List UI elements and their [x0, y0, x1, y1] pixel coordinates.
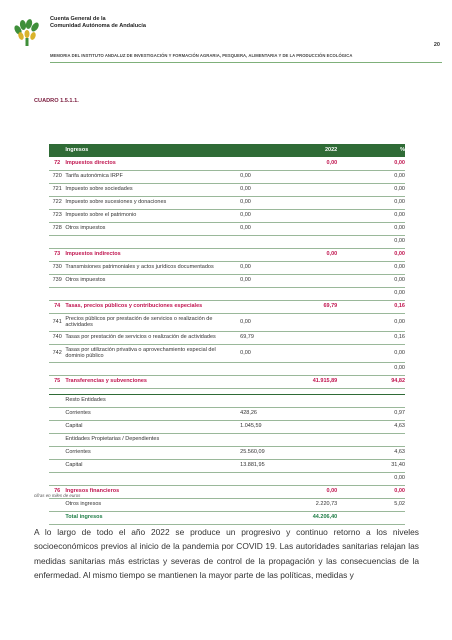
row-value-total	[287, 183, 337, 196]
table-row	[49, 313, 405, 331]
row-code: 74	[49, 300, 65, 313]
table-row	[49, 459, 405, 472]
row-code: 72	[49, 157, 65, 170]
org-line-2: Comunidad Autónoma de Andalucía	[50, 23, 146, 29]
row-concept: Corrientes	[65, 407, 236, 420]
row-value-total: 41.915,89	[287, 375, 337, 388]
row-value-detail: 0,00	[236, 196, 287, 209]
row-value-total	[287, 261, 337, 274]
row-percent: 0,00	[337, 248, 405, 261]
row-concept	[65, 287, 236, 300]
row-value-total	[287, 420, 337, 433]
document-subtitle: MEMORIA DEL INSTITUTO ANDALUZ DE INVESTIGACIÓN Y FORMACIÓN AGRARIA, PESQUERA, ALIMENTARIA Y DE LA PRODUCCIÓN ECOLÓGICA	[50, 53, 353, 58]
row-value-total	[287, 313, 337, 331]
row-percent: 0,00	[337, 485, 405, 498]
row-value-detail: 1.045,59	[236, 420, 287, 433]
row-value-detail: 0,00	[236, 209, 287, 222]
table-row	[49, 362, 405, 375]
row-percent	[337, 433, 405, 446]
row-code	[49, 287, 65, 300]
row-value-detail: 0,00	[236, 274, 287, 287]
row-code: 730	[49, 261, 65, 274]
row-concept: Transferencias y subvenciones	[65, 375, 236, 388]
income-table	[49, 144, 405, 525]
table-row	[49, 274, 405, 287]
row-value-detail	[236, 300, 287, 313]
row-concept: Capital	[65, 420, 236, 433]
row-concept: Impuestos directos	[65, 157, 236, 170]
row-value-detail: 0,00	[236, 183, 287, 196]
row-concept: Tarifa autonómica IRPF	[65, 170, 236, 183]
row-value-detail: 0,00	[236, 344, 287, 362]
row-value-total	[287, 362, 337, 375]
row-value-detail: 0,00	[236, 222, 287, 235]
row-value-total	[287, 196, 337, 209]
body-paragraph: A lo largo de todo el año 2022 se produce un progresivo y continuo retorno a los niveles socioeconómicos previos al inicio de la pandemia por COVID 19. Las autoridades sanitarias relajan las medidas sanitarias más estrictas y severas de control de la propagación y las consecuencias de la enfermedad. Al mismo tiempo se mantienen la mayor parte de las políticas, medidas y	[34, 527, 419, 581]
row-value-total	[287, 331, 337, 344]
row-value-total	[287, 287, 337, 300]
row-percent	[337, 394, 405, 407]
row-value-total	[287, 407, 337, 420]
row-value-detail	[236, 472, 287, 485]
row-value-total	[287, 235, 337, 248]
table-row	[49, 235, 405, 248]
row-code: 728	[49, 222, 65, 235]
row-percent: 0,16	[337, 300, 405, 313]
row-percent: 0,00	[337, 274, 405, 287]
table-row	[49, 344, 405, 362]
table-row	[49, 472, 405, 485]
row-code	[49, 235, 65, 248]
row-concept: Otros ingresos	[65, 498, 236, 511]
row-concept: Total ingresos	[65, 511, 236, 524]
row-concept: Tasas, precios públicos y contribuciones especiales	[65, 300, 236, 313]
table-row	[49, 485, 405, 498]
row-code	[49, 459, 65, 472]
row-code: 740	[49, 331, 65, 344]
row-value-detail	[236, 511, 287, 524]
row-concept: Ingresos financieros	[65, 485, 236, 498]
units-note: cifras en miles de euros	[34, 493, 81, 498]
row-concept: Impuesto sobre sucesiones y donaciones	[65, 196, 236, 209]
row-value-total: 0,00	[287, 248, 337, 261]
row-concept	[65, 362, 236, 375]
row-percent: 0,00	[337, 362, 405, 375]
row-code	[49, 511, 65, 524]
header-year: 2022	[287, 144, 337, 157]
row-code: 721	[49, 183, 65, 196]
row-value-total	[287, 274, 337, 287]
row-concept: Transmisiones patrimoniales y actos jurídicos documentados	[65, 261, 236, 274]
row-concept	[65, 235, 236, 248]
header-divider	[50, 62, 442, 63]
row-value-detail: 428,26	[236, 407, 287, 420]
row-percent: 0,00	[337, 235, 405, 248]
row-value-total: 2.220,73	[287, 498, 337, 511]
row-value-detail: 0,00	[236, 313, 287, 331]
row-percent	[337, 511, 405, 524]
table-row	[49, 209, 405, 222]
table-row	[49, 196, 405, 209]
row-percent: 31,40	[337, 459, 405, 472]
row-concept	[65, 472, 236, 485]
row-code: 739	[49, 274, 65, 287]
table-row	[49, 222, 405, 235]
row-concept: Corrientes	[65, 446, 236, 459]
table-row	[49, 261, 405, 274]
table-row	[49, 300, 405, 313]
row-percent: 0,00	[337, 157, 405, 170]
row-code: 741	[49, 313, 65, 331]
row-value-detail: 13.881,95	[236, 459, 287, 472]
row-value-total	[287, 433, 337, 446]
row-percent: 0,00	[337, 183, 405, 196]
page-header	[12, 14, 440, 64]
row-code: 720	[49, 170, 65, 183]
table-row	[49, 446, 405, 459]
row-value-total	[287, 209, 337, 222]
row-percent: 0,00	[337, 261, 405, 274]
row-value-detail	[236, 433, 287, 446]
row-value-detail: 0,00	[236, 261, 287, 274]
row-percent: 0,00	[337, 196, 405, 209]
row-value-detail	[236, 485, 287, 498]
row-code	[49, 446, 65, 459]
row-value-total: 44.206,40	[287, 511, 337, 524]
row-code	[49, 472, 65, 485]
row-value-detail: 0,00	[236, 170, 287, 183]
row-value-detail	[236, 375, 287, 388]
row-code: 742	[49, 344, 65, 362]
row-concept: Precios públicos por prestación de servicios o realización de actividades	[65, 313, 236, 331]
row-concept: Resto Entidades	[65, 394, 236, 407]
row-percent: 0,00	[337, 313, 405, 331]
row-code: 73	[49, 248, 65, 261]
row-percent: 94,82	[337, 375, 405, 388]
row-value-detail: 69,79	[236, 331, 287, 344]
row-concept: Tasas por utilización privativa o aprovechamiento especial del dominio público	[65, 344, 236, 362]
table-row	[49, 375, 405, 388]
row-value-detail	[236, 157, 287, 170]
row-concept: Capital	[65, 459, 236, 472]
row-value-total	[287, 222, 337, 235]
header-concept: Ingresos	[65, 144, 236, 157]
table-row	[49, 433, 405, 446]
org-line-1: Cuenta General de la	[50, 16, 106, 22]
row-concept: Entidades Propietarias / Dependientes	[65, 433, 236, 446]
junta-andalucia-logo	[12, 16, 44, 48]
row-value-total	[287, 459, 337, 472]
table-row	[49, 394, 405, 407]
row-code	[49, 420, 65, 433]
row-percent: 4,63	[337, 420, 405, 433]
row-value-total	[287, 394, 337, 407]
row-value-total: 0,00	[287, 485, 337, 498]
table-row	[49, 287, 405, 300]
table-row	[49, 248, 405, 261]
row-value-detail	[236, 362, 287, 375]
row-value-detail	[236, 248, 287, 261]
page-number: 20	[433, 42, 440, 48]
row-code	[49, 362, 65, 375]
row-code	[49, 407, 65, 420]
row-concept: Impuestos indirectos	[65, 248, 236, 261]
row-percent: 0,00	[337, 287, 405, 300]
row-value-total	[287, 446, 337, 459]
table-title: CUADRO 1.5.1.1.	[34, 98, 79, 104]
row-value-total: 69,79	[287, 300, 337, 313]
row-code: 76	[49, 485, 65, 498]
table-row	[49, 157, 405, 170]
row-concept: Tasas por prestación de servicios o realización de actividades	[65, 331, 236, 344]
row-percent: 0,00	[337, 209, 405, 222]
table-row	[49, 498, 405, 511]
row-percent: 5,02	[337, 498, 405, 511]
row-value-total	[287, 472, 337, 485]
row-percent: 0,00	[337, 344, 405, 362]
table-row	[49, 420, 405, 433]
organization-name	[50, 16, 146, 30]
row-value-detail	[236, 287, 287, 300]
row-percent: 0,16	[337, 331, 405, 344]
row-code	[49, 394, 65, 407]
row-value-total	[287, 344, 337, 362]
row-percent: 0,97	[337, 407, 405, 420]
row-code: 75	[49, 375, 65, 388]
row-value-total	[287, 170, 337, 183]
row-value-detail	[236, 394, 287, 407]
row-concept: Impuesto sobre sociedades	[65, 183, 236, 196]
row-code	[49, 433, 65, 446]
table-header-row	[49, 144, 405, 157]
row-value-detail	[236, 235, 287, 248]
row-code: 722	[49, 196, 65, 209]
table-row	[49, 407, 405, 420]
row-code: 723	[49, 209, 65, 222]
row-value-total: 0,00	[287, 157, 337, 170]
row-code	[49, 498, 65, 511]
row-percent: 0,00	[337, 222, 405, 235]
row-concept: Impuesto sobre el patrimonio	[65, 209, 236, 222]
row-percent: 4,63	[337, 446, 405, 459]
row-value-detail: 25.560,09	[236, 446, 287, 459]
header-pct: %	[337, 144, 405, 157]
row-concept: Otros impuestos	[65, 222, 236, 235]
row-value-detail	[236, 498, 287, 511]
table-row	[49, 511, 405, 524]
table-row	[49, 183, 405, 196]
row-percent: 0,00	[337, 170, 405, 183]
table-row	[49, 170, 405, 183]
row-concept: Otros impuestos	[65, 274, 236, 287]
row-percent: 0,00	[337, 472, 405, 485]
table-row	[49, 331, 405, 344]
